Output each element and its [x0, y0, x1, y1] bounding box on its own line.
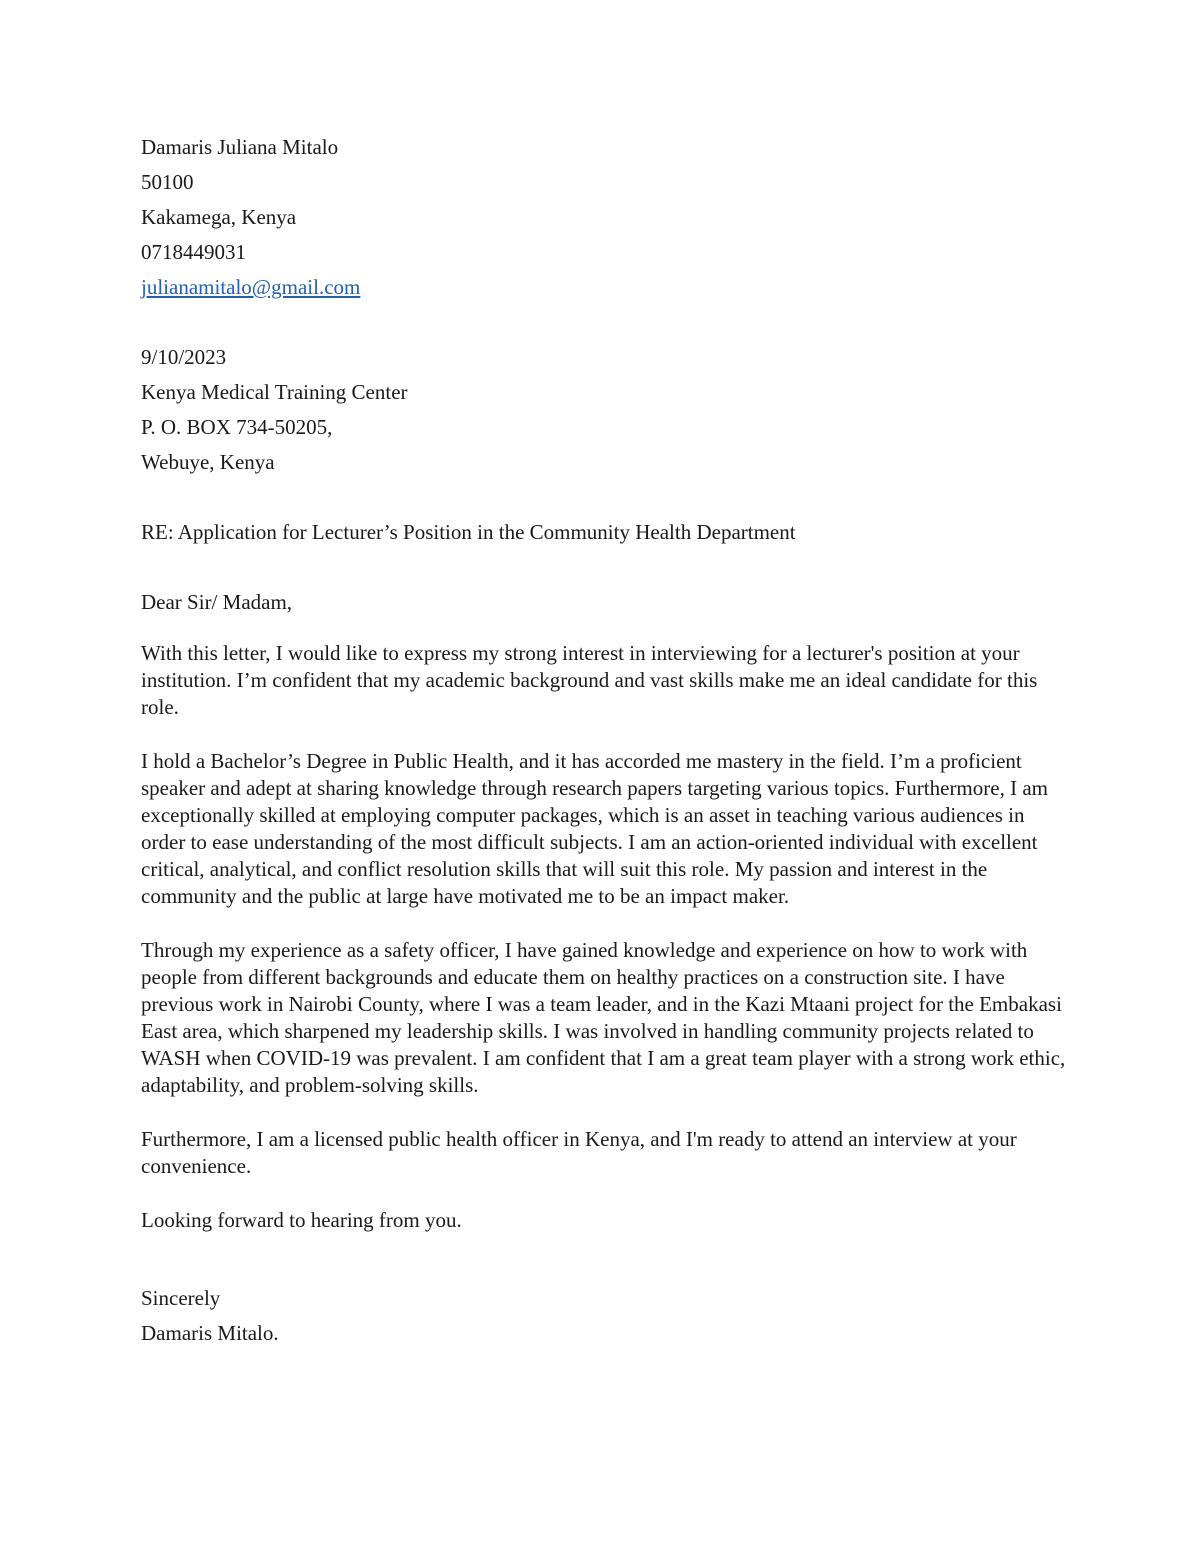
letter-page: [141, 130, 1066, 1351]
body-paragraph-2-wrap: [141, 748, 1066, 910]
sender-phone: 0718449031: [141, 240, 246, 264]
sender-email-line: [141, 270, 1066, 305]
closing-block: [141, 1281, 1066, 1351]
letter-subject: RE: Application for Lecturer’s Position in the Community Health Department: [141, 520, 796, 544]
body-paragraph: I hold a Bachelor’s Degree in Public Health, and it has accorded me mastery in the field. I’m a proficient speaker and adept at sharing knowledge through research papers targeting various topics. Furthermore, I am exceptionally skilled at employing computer packages, which is an asset in teaching various audiences in order to ease understanding of the most difficult subjects. I am an action-oriented individual with excellent critical, analytical, and conflict resolution skills that will suit this role. My passion and interest in the community and the public at large have motivated me to be an impact maker.: [141, 749, 1048, 908]
spacer: [141, 550, 1066, 585]
body-paragraph-1-wrap: [141, 640, 1066, 721]
sender-name: Damaris Juliana Mitalo: [141, 135, 339, 159]
body-paragraph-4-wrap: [141, 1126, 1066, 1180]
salutation: Dear Sir/ Madam,: [141, 590, 293, 614]
spacer: [141, 305, 1066, 340]
spacer: [141, 1261, 1066, 1281]
recipient-organization: Kenya Medical Training Center: [141, 380, 408, 404]
recipient-box: P. O. BOX 734-50205,: [141, 415, 333, 439]
body-paragraph: Furthermore, I am a licensed public health officer in Kenya, and I'm ready to attend an interview at your convenience.: [141, 1127, 1017, 1178]
letter-date: 9/10/2023: [141, 345, 227, 369]
signature-name: Damaris Mitalo.: [141, 1321, 279, 1345]
spacer: [141, 620, 1066, 640]
sender-block: [141, 130, 1066, 305]
body-paragraph: Looking forward to hearing from you.: [141, 1208, 462, 1232]
spacer: [141, 480, 1066, 515]
sender-email-link[interactable]: julianamitalo@gmail.com: [141, 275, 361, 299]
body-paragraph-5-wrap: [141, 1207, 1066, 1234]
recipient-city: Webuye, Kenya: [141, 450, 275, 474]
body-paragraph: Through my experience as a safety officer, I have gained knowledge and experience on how to work with people from different backgrounds and educate them on healthy practices on a construction site. I have previous work in Nairobi County, where I was a team leader, and in the Kazi Mtaani project for the Embakasi East area, which sharpened my leadership skills. I was involved in handling community projects related to WASH when COVID-19 was prevalent. I am confident that I am a great team player with a strong work ethic, adaptability, and problem-solving skills.: [141, 938, 1066, 1097]
body-paragraph-3-wrap: [141, 937, 1066, 1099]
recipient-block: [141, 340, 1066, 480]
closing: Sincerely: [141, 1286, 221, 1310]
body-paragraph: With this letter, I would like to express my strong interest in interviewing for a lecturer's position at your institution. I’m confident that my academic background and vast skills make me an ideal candidate for this role.: [141, 641, 1038, 719]
sender-city: Kakamega, Kenya: [141, 205, 297, 229]
sender-postal-code: 50100: [141, 170, 194, 194]
